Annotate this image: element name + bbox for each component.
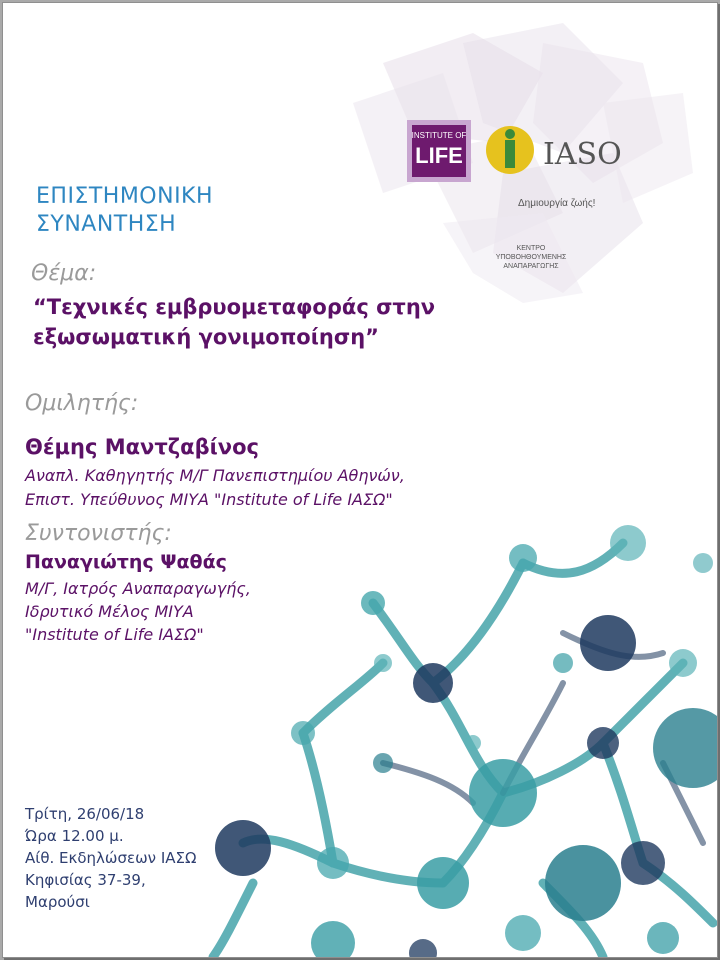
topic-line-1: “Τεχνικές εμβρυομεταφοράς στην bbox=[33, 295, 436, 319]
event-city: Μαρούσι bbox=[25, 893, 90, 911]
topic-title bbox=[33, 292, 435, 352]
institute-logo-line1: INSTITUTE OF bbox=[411, 131, 467, 140]
institute-of-life-logo bbox=[407, 120, 471, 182]
iaso-logo-text: IASO bbox=[543, 137, 622, 172]
title-line-2: ΣΥΝΑΝΤΗΣΗ bbox=[36, 212, 177, 237]
institute-logo-line2: LIFE bbox=[415, 143, 463, 168]
moderator-role-line-1: Μ/Γ, Ιατρός Αναπαραγωγής, bbox=[25, 579, 251, 598]
center-line1: ΚΕΝΤΡΟ bbox=[516, 245, 546, 252]
moderator-role bbox=[25, 577, 251, 646]
event-date: Τρίτη, 26/06/18 bbox=[25, 805, 145, 823]
iaso-logo bbox=[486, 126, 622, 174]
moderator-label: Συντονιστής: bbox=[25, 521, 172, 546]
center-line2: ΥΠΟΒΟΗΘΟΥΜΕΝΗΣ bbox=[495, 254, 567, 261]
topic-label: Θέμα: bbox=[31, 261, 97, 286]
speaker-role bbox=[25, 464, 405, 512]
event-time: Ώρα 12.00 μ. bbox=[25, 827, 124, 845]
center-line3: ΑΝΑΠΑΡΑΓΩΓΗΣ bbox=[503, 263, 559, 270]
logo-area bbox=[403, 118, 663, 282]
tagline: Δημιουργία ζωής! bbox=[518, 198, 596, 209]
logos-graphic bbox=[403, 118, 663, 278]
moderator-role-line-2: Ιδρυτικό Μέλος ΜΙΥΑ bbox=[25, 602, 194, 621]
speaker-name: Θέμης Μαντζαβίνος bbox=[25, 435, 259, 459]
speaker-label: Ομιλητής: bbox=[25, 391, 139, 416]
poster bbox=[2, 2, 718, 958]
page-title bbox=[36, 183, 213, 239]
speaker-role-line-1: Αναπλ. Καθηγητής Μ/Γ Πανεπιστημίου Αθηνών, bbox=[25, 466, 405, 485]
topic-line-2: εξωσωματική γονιμοποίηση” bbox=[33, 325, 379, 349]
title-line-1: ΕΠΙΣΤΗΜΟΝΙΚΗ bbox=[36, 184, 214, 209]
event-address: Κηφισίας 37-39, bbox=[25, 871, 146, 889]
event-details bbox=[25, 803, 196, 913]
molecule-nodes bbox=[215, 525, 717, 957]
moderator-name: Παναγιώτης Ψαθάς bbox=[25, 551, 227, 573]
event-venue: Αίθ. Εκδηλώσεων ΙΑΣΩ bbox=[25, 849, 197, 867]
speaker-role-line-2: Επιστ. Υπεύθυνος ΜΙΥΑ "Institute of Life ΙΑΣΩ" bbox=[25, 490, 393, 509]
moderator-role-line-3: "Institute of Life ΙΑΣΩ" bbox=[25, 625, 204, 644]
